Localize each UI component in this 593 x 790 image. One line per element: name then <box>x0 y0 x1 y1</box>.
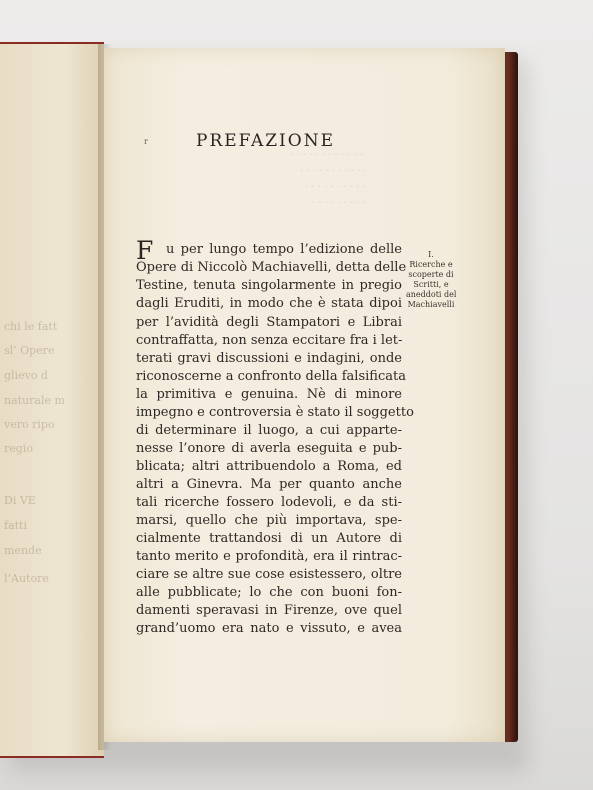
text-line: Testine, tenuta singolarmente in pregio <box>136 278 402 293</box>
page-title: PREFAZIONE <box>196 131 335 151</box>
text-line: terati gravi discussioni e indagini, onde <box>136 351 402 366</box>
text-line: la primitiva e genuina. Nè di minore <box>136 387 402 402</box>
text-line: riconoscerne a confronto della falsificata <box>136 369 406 384</box>
bleed-line: glievo d <box>4 369 48 382</box>
left-page <box>0 42 104 758</box>
title-mark: r <box>144 137 148 146</box>
margin-note-line: scoperte di <box>408 270 454 279</box>
bleed-line: regio <box>4 442 33 455</box>
text-line: blicata; altri attribuendolo a Roma, ed <box>136 459 402 474</box>
show-through-text: · · · · · · · · · <box>312 198 367 209</box>
bleed-line: naturale m <box>4 394 65 407</box>
text-line: tali ricerche fossero lodevoli, e da sti- <box>136 495 402 510</box>
text-line: ciare se altre sue cose esistessero, oltre <box>136 567 402 582</box>
text-line: marsi, quello che più importava, spe- <box>136 513 402 528</box>
text-line: contraffatta, non senza eccitare fra i let- <box>136 333 403 348</box>
text-line: impegno e controversia è stato il soggetto <box>136 405 414 420</box>
bleed-line: mende <box>4 544 42 557</box>
bleed-line: fatti <box>4 519 27 532</box>
text-line: alle pubblicate; lo che con buoni fon- <box>136 585 402 600</box>
text-line: di determinare il luogo, a cui apparte- <box>136 423 402 438</box>
text-line: dagli Eruditi, in modo che è stata dipoi <box>136 296 402 311</box>
bleed-line: chi le fatt <box>4 320 58 333</box>
text-line: tanto merito e profondità, era il rintrac- <box>136 549 402 564</box>
show-through-text: · · · · · · · · · · · · <box>290 150 364 161</box>
bleed-line: Di VE <box>4 494 36 507</box>
text-line: nesse l’onore di averla eseguita e pub- <box>136 441 402 456</box>
text-line: Opere di Niccolò Machiavelli, detta delle <box>136 260 407 275</box>
text-line: cialmente trattandosi di un Autore di <box>136 531 402 546</box>
bleed-line: sl’ Opere <box>4 344 55 357</box>
text-line: damenti speravasi in Firenze, ove quel <box>136 603 402 618</box>
margin-note-line: Ricerche e <box>409 260 453 269</box>
text-line: per l’avidità degli Stampatori e Librai <box>136 315 402 330</box>
text-line: u per lungo tempo l’edizione delle <box>166 242 402 257</box>
margin-note-line: Scritti, e <box>413 280 449 289</box>
margin-note-line: aneddoti del <box>406 290 457 299</box>
margin-note-line: Machiavelli <box>407 300 455 309</box>
bleed-line: vero ripo <box>4 418 55 431</box>
drop-cap: F <box>136 236 154 265</box>
margin-note-line: I. <box>428 250 434 259</box>
text-line: altri a Ginevra. Ma per quanto anche <box>136 477 402 492</box>
bleed-line: l’Autore <box>4 572 49 585</box>
show-through-text: · · · · · · · · · · <box>305 182 366 193</box>
show-through-text: · · · · · · · · · · · <box>300 166 367 177</box>
text-line: grand’uomo era nato e vissuto, e avea <box>136 621 402 636</box>
